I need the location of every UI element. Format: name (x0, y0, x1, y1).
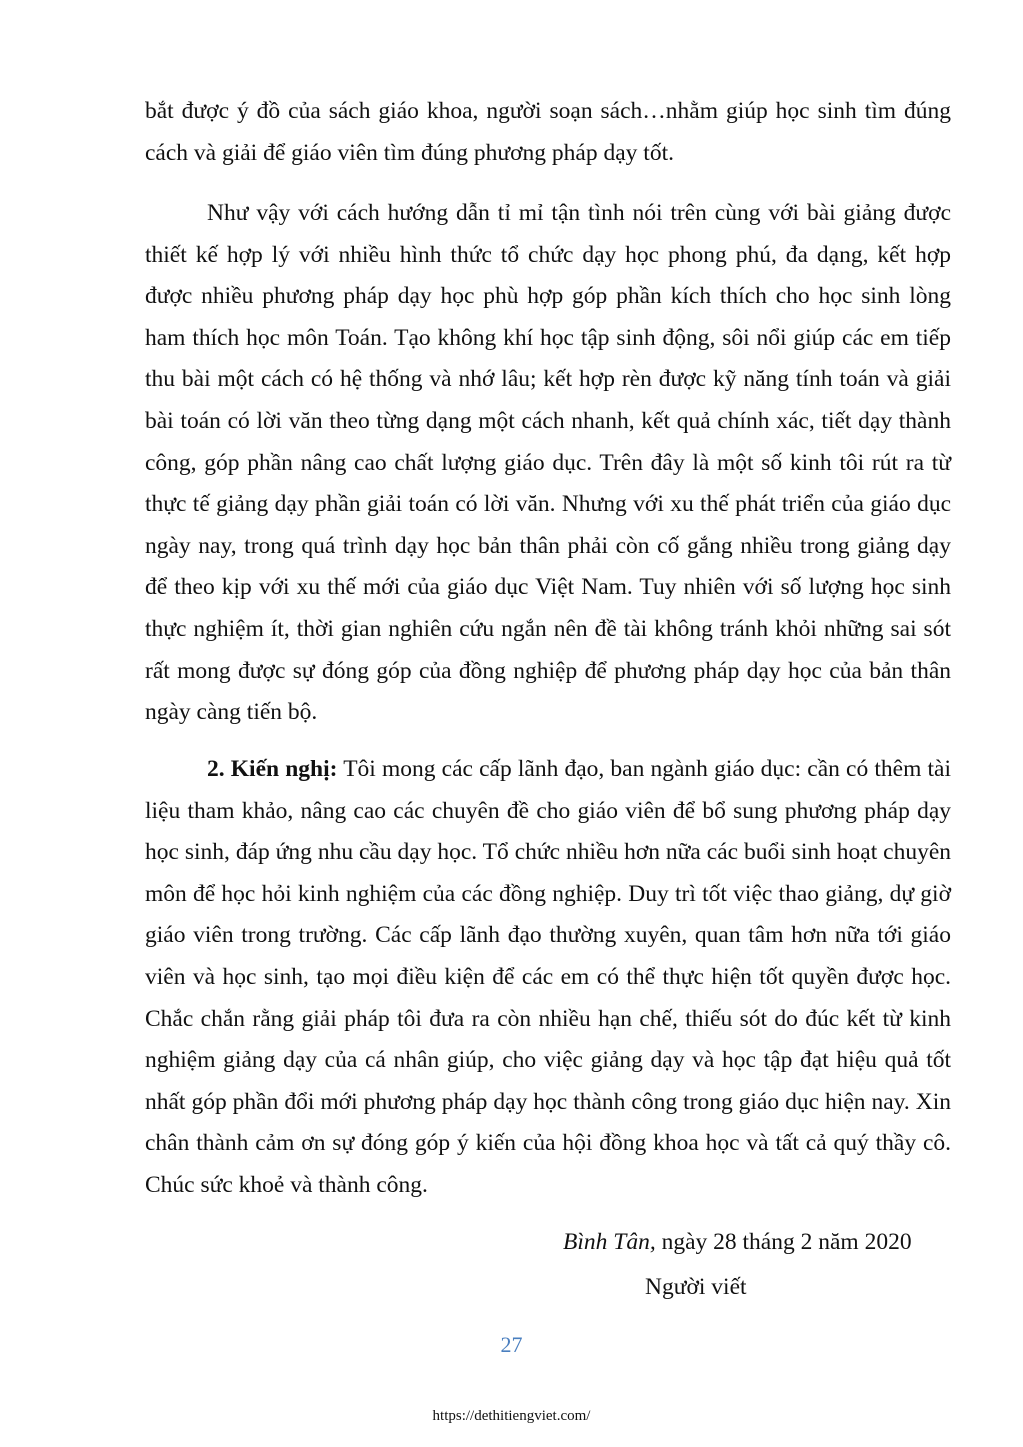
paragraph-recommendation (145, 749, 951, 1207)
signature-date: ngày 28 tháng 2 năm 2020 (655, 1229, 912, 1255)
recommendation-heading: 2. Kiến nghị: (207, 756, 338, 782)
signature-date-line (563, 1224, 912, 1260)
signature-writer: Người viết (645, 1274, 747, 1300)
recommendation-text: Tôi mong các cấp lãnh đạo, ban ngành giáo dục: cần có thêm tài liệu tham khảo, nâng cao các chuyên đề cho giáo viên để bổ sung phương pháp dạy học sinh, đáp ứng nhu cầu dạy học. Tổ chức nhiều hơn nữa các buổi sinh hoạt chuyên môn để học hỏi kinh nghiệm của các đồng nghiệp. Duy trì tốt việc thao giảng, dự giờ giáo viên trong trường. Các cấp lãnh đạo thường xuyên, quan tâm hơn nữa tới giáo viên và học sinh, tạo mọi điều kiện để các em có thể thực hiện tốt quyền được học. Chắc chắn rằng giải pháp tôi đưa ra còn nhiều hạn chế, thiếu sót do đúc kết từ kinh nghiệm giảng dạy của cá nhân giúp, cho việc giảng dạy và học tập đạt hiệu quả tốt nhất góp phần đổi mới phương pháp dạy học thành công trong giáo dục hiện nay. Xin chân thành cảm ơn sự đóng góp ý kiến của hội đồng khoa học và tất cả quý thầy cô. Chúc sức khoẻ và thành công. (145, 756, 951, 1198)
page-number: 27 (500, 1332, 523, 1357)
signature-place: Bình Tân, (563, 1229, 656, 1255)
footer-url-link[interactable]: https://dethitiengviet.com/ (432, 1408, 591, 1424)
paragraph-intro: bắt được ý đồ của sách giáo khoa, người soạn sách…nhằm giúp học sinh tìm đúng cách và giải để giáo viên tìm đúng phương pháp dạy tốt. (145, 98, 951, 166)
paragraph-conclusion: Như vậy với cách hướng dẫn tỉ mỉ tận tình nói trên cùng với bài giảng được thiết kế hợp lý với nhiều hình thức tổ chức dạy học phong phú, đa dạng, kết hợp được nhiều phương pháp dạy học phù hợp góp phần kích thích cho học sinh lòng ham thích học môn Toán. Tạo không khí học tập sinh động, sôi nổi giúp các em tiếp thu bài một cách có hệ thống và nhớ lâu; kết hợp rèn được kỹ năng tính toán và giải bài toán có lời văn theo từng dạng một cách nhanh, kết quả chính xác, tiết dạy thành công, góp phần nâng cao chất lượng giáo dục. Trên đây là một số kinh tôi rút ra từ thực tế giảng dạy phần giải toán có lời văn. Nhưng với xu thế phát triển của giáo dục ngày nay, trong quá trình dạy học bản thân phải còn cố gắng nhiều trong giảng dạy để theo kịp với xu thế mới của giáo dục Việt Nam. Tuy nhiên với số lượng học sinh thực nghiệm ít, thời gian nghiên cứu ngắn nên đề tài không tránh khỏi những sai sót rất mong được sự đóng góp của đồng nghiệp để phương pháp dạy học của bản thân ngày càng tiến bộ. (145, 200, 951, 726)
